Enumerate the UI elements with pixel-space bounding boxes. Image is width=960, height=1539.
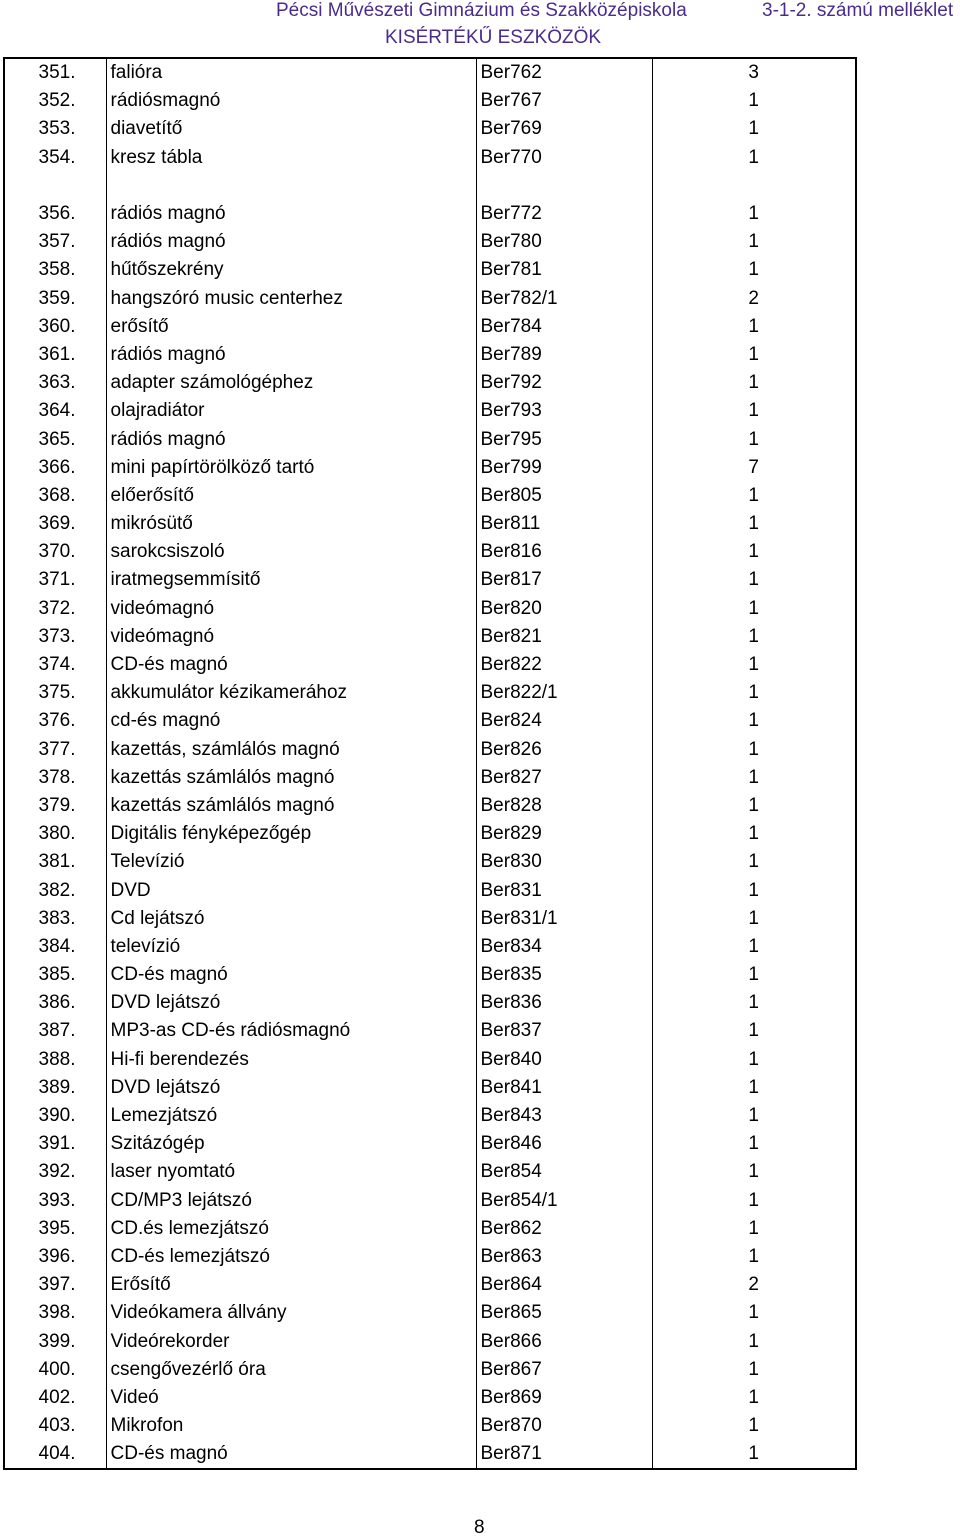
table-row xyxy=(5,59,855,87)
table-row xyxy=(5,1017,855,1045)
item-number-cell xyxy=(5,172,106,200)
item-name-cell: DVD lejátszó xyxy=(106,1074,476,1102)
item-quantity-cell: 1 xyxy=(748,1217,759,1239)
item-name-cell: rádiós magnó xyxy=(106,228,476,256)
item-name-cell: rádiós magnó xyxy=(106,341,476,369)
item-number-cell: 352. xyxy=(5,87,106,115)
item-name-cell: Lemezjátszó xyxy=(106,1102,476,1130)
item-name-cell: Mikrofon xyxy=(106,1412,476,1440)
table-row xyxy=(5,905,855,933)
item-code-cell: Ber864 xyxy=(476,1271,652,1299)
item-code-cell xyxy=(476,172,652,200)
item-name-cell: falióra xyxy=(106,59,476,87)
item-quantity-cell: 2 xyxy=(748,1274,759,1296)
table-row xyxy=(5,1327,855,1355)
item-quantity-cell: 1 xyxy=(748,1133,759,1155)
item-quantity-cell: 1 xyxy=(748,1330,759,1352)
item-name-cell: CD-és magnó xyxy=(106,651,476,679)
item-name-cell: Cd lejátszó xyxy=(106,905,476,933)
item-code-cell: Ber867 xyxy=(476,1356,652,1384)
item-name-cell: adapter számológéphez xyxy=(106,369,476,397)
item-quantity-cell: 1 xyxy=(748,625,759,647)
item-name-cell: iratmegsemmísitő xyxy=(106,566,476,594)
item-quantity-cell: 1 xyxy=(748,597,759,619)
item-quantity-cell: 1 xyxy=(748,1415,759,1437)
table-row xyxy=(5,1074,855,1102)
table-row xyxy=(5,1243,855,1271)
table-row xyxy=(5,538,855,566)
inventory-table-body xyxy=(5,59,855,1468)
item-number-cell: 360. xyxy=(5,313,106,341)
item-number-cell: 392. xyxy=(5,1158,106,1186)
item-quantity-cell: 1 xyxy=(748,964,759,986)
item-quantity-cell: 1 xyxy=(748,794,759,816)
item-name-cell: előerősítő xyxy=(106,482,476,510)
table-row xyxy=(5,736,855,764)
item-quantity-cell: 1 xyxy=(748,259,759,281)
item-name-cell: Erősítő xyxy=(106,1271,476,1299)
item-name-cell: televízió xyxy=(106,933,476,961)
item-quantity-cell: 1 xyxy=(748,1443,759,1465)
table-row xyxy=(5,285,855,313)
item-number-cell: 399. xyxy=(5,1327,106,1355)
item-code-cell: Ber767 xyxy=(476,87,652,115)
table-row xyxy=(5,848,855,876)
item-number-cell: 391. xyxy=(5,1130,106,1158)
table-row xyxy=(5,764,855,792)
item-number-cell: 375. xyxy=(5,679,106,707)
item-name-cell: kazettás, számlálós magnó xyxy=(106,736,476,764)
item-number-cell: 366. xyxy=(5,454,106,482)
table-row xyxy=(5,1412,855,1440)
item-code-cell: Ber836 xyxy=(476,989,652,1017)
item-number-cell: 379. xyxy=(5,792,106,820)
item-number-cell: 390. xyxy=(5,1102,106,1130)
table-row xyxy=(5,792,855,820)
item-code-cell: Ber837 xyxy=(476,1017,652,1045)
item-code-cell: Ber869 xyxy=(476,1384,652,1412)
item-number-cell: 368. xyxy=(5,482,106,510)
item-number-cell: 380. xyxy=(5,820,106,848)
item-name-cell: mini papírtörölköző tartó xyxy=(106,454,476,482)
item-number-cell: 369. xyxy=(5,510,106,538)
item-quantity-cell: 1 xyxy=(748,1358,759,1380)
item-code-cell: Ber824 xyxy=(476,707,652,735)
table-row xyxy=(5,1215,855,1243)
item-number-cell: 404. xyxy=(5,1440,106,1468)
item-code-cell: Ber863 xyxy=(476,1243,652,1271)
item-code-cell: Ber826 xyxy=(476,736,652,764)
item-code-cell: Ber805 xyxy=(476,482,652,510)
table-row xyxy=(5,200,855,228)
item-name-cell: Digitális fényképezőgép xyxy=(106,820,476,848)
item-number-cell: 373. xyxy=(5,623,106,651)
item-quantity-cell: 1 xyxy=(748,484,759,506)
item-name-cell: CD.és lemezjátszó xyxy=(106,1215,476,1243)
item-quantity-cell: 1 xyxy=(748,879,759,901)
item-name-cell: CD-és lemezjátszó xyxy=(106,1243,476,1271)
table-row xyxy=(5,1356,855,1384)
item-code-cell: Ber821 xyxy=(476,623,652,651)
table-row xyxy=(5,510,855,538)
item-code-cell: Ber772 xyxy=(476,200,652,228)
item-code-cell: Ber831/1 xyxy=(476,905,652,933)
item-quantity-cell: 1 xyxy=(748,682,759,704)
item-code-cell: Ber831 xyxy=(476,876,652,904)
table-row xyxy=(5,566,855,594)
item-code-cell: Ber784 xyxy=(476,313,652,341)
item-quantity-cell: 3 xyxy=(748,62,759,84)
item-code-cell: Ber780 xyxy=(476,228,652,256)
item-quantity-cell: 1 xyxy=(748,1189,759,1211)
item-code-cell: Ber822 xyxy=(476,651,652,679)
item-quantity-cell: 1 xyxy=(748,541,759,563)
table-row xyxy=(5,933,855,961)
annex-label: 3-1-2. számú melléklet xyxy=(762,0,954,21)
item-name-cell: Videó xyxy=(106,1384,476,1412)
item-quantity-cell: 1 xyxy=(748,992,759,1014)
item-code-cell: Ber862 xyxy=(476,1215,652,1243)
item-code-cell: Ber769 xyxy=(476,115,652,143)
item-quantity-cell: 1 xyxy=(748,428,759,450)
item-name-cell: videómagnó xyxy=(106,623,476,651)
item-name-cell: hangszóró music centerhez xyxy=(106,285,476,313)
table-row xyxy=(5,820,855,848)
item-name-cell: Videórekorder xyxy=(106,1327,476,1355)
item-name-cell: DVD xyxy=(106,876,476,904)
table-row xyxy=(5,144,855,172)
item-name-cell: csengővezérlő óra xyxy=(106,1356,476,1384)
item-number-cell: 356. xyxy=(5,200,106,228)
item-quantity-cell: 1 xyxy=(748,315,759,337)
item-name-cell: kazettás számlálós magnó xyxy=(106,764,476,792)
item-name-cell: cd-és magnó xyxy=(106,707,476,735)
document-subtitle: KISÉRTÉKŰ ESZKÖZÖK xyxy=(385,27,602,48)
item-name-cell: laser nyomtató xyxy=(106,1158,476,1186)
item-code-cell: Ber781 xyxy=(476,256,652,284)
item-number-cell: 365. xyxy=(5,425,106,453)
item-code-cell: Ber843 xyxy=(476,1102,652,1130)
item-name-cell: rádiósmagnó xyxy=(106,87,476,115)
item-quantity-cell: 1 xyxy=(748,935,759,957)
item-quantity-cell: 1 xyxy=(748,146,759,168)
item-name-cell: diavetítő xyxy=(106,115,476,143)
item-number-cell: 393. xyxy=(5,1187,106,1215)
item-name-cell: hűtőszekrény xyxy=(106,256,476,284)
item-number-cell: 400. xyxy=(5,1356,106,1384)
table-row xyxy=(5,1130,855,1158)
item-code-cell: Ber870 xyxy=(476,1412,652,1440)
item-name-cell: Videókamera állvány xyxy=(106,1299,476,1327)
item-quantity-cell: 1 xyxy=(748,343,759,365)
item-number-cell: 377. xyxy=(5,736,106,764)
table-row xyxy=(5,1102,855,1130)
item-quantity-cell: 1 xyxy=(748,654,759,676)
school-name: Pécsi Művészeti Gimnázium és Szakközépiskola xyxy=(276,0,687,21)
item-name-cell: videómagnó xyxy=(106,595,476,623)
item-name-cell: DVD lejátszó xyxy=(106,989,476,1017)
table-row xyxy=(5,623,855,651)
item-number-cell: 370. xyxy=(5,538,106,566)
item-quantity-cell: 1 xyxy=(748,1076,759,1098)
table-row xyxy=(5,425,855,453)
item-quantity-cell: 1 xyxy=(748,1386,759,1408)
item-name-cell: MP3-as CD-és rádiósmagnó xyxy=(106,1017,476,1045)
table-row xyxy=(5,256,855,284)
item-number-cell: 378. xyxy=(5,764,106,792)
item-quantity-cell: 1 xyxy=(748,231,759,253)
table-row xyxy=(5,961,855,989)
item-code-cell: Ber770 xyxy=(476,144,652,172)
item-number-cell: 353. xyxy=(5,115,106,143)
item-name-cell: mikrósütő xyxy=(106,510,476,538)
item-quantity-cell: 1 xyxy=(748,851,759,873)
table-row xyxy=(5,876,855,904)
table-row xyxy=(5,595,855,623)
item-code-cell: Ber782/1 xyxy=(476,285,652,313)
item-code-cell: Ber834 xyxy=(476,933,652,961)
item-name-cell: olajradiátor xyxy=(106,397,476,425)
table-row xyxy=(5,1046,855,1074)
item-number-cell: 382. xyxy=(5,876,106,904)
item-name-cell: akkumulátor kézikamerához xyxy=(106,679,476,707)
item-number-cell: 395. xyxy=(5,1215,106,1243)
item-name-cell: CD-és magnó xyxy=(106,961,476,989)
item-quantity-cell: 1 xyxy=(748,1302,759,1324)
table-row xyxy=(5,651,855,679)
item-number-cell: 371. xyxy=(5,566,106,594)
item-number-cell: 385. xyxy=(5,961,106,989)
table-row xyxy=(5,228,855,256)
item-quantity-cell: 1 xyxy=(748,1161,759,1183)
item-code-cell: Ber854/1 xyxy=(476,1187,652,1215)
item-code-cell: Ber840 xyxy=(476,1046,652,1074)
table-row xyxy=(5,369,855,397)
item-code-cell: Ber830 xyxy=(476,848,652,876)
item-number-cell: 387. xyxy=(5,1017,106,1045)
item-number-cell: 397. xyxy=(5,1271,106,1299)
item-name-cell: kazettás számlálós magnó xyxy=(106,792,476,820)
item-number-cell: 358. xyxy=(5,256,106,284)
table-row xyxy=(5,115,855,143)
item-quantity-cell: 1 xyxy=(748,118,759,140)
item-name-cell: Hi-fi berendezés xyxy=(106,1046,476,1074)
item-code-cell: Ber816 xyxy=(476,538,652,566)
item-number-cell: 383. xyxy=(5,905,106,933)
item-number-cell: 354. xyxy=(5,144,106,172)
item-quantity-cell: 1 xyxy=(748,907,759,929)
item-quantity-cell: 1 xyxy=(748,1245,759,1267)
item-name-cell: erősítő xyxy=(106,313,476,341)
item-number-cell: 376. xyxy=(5,707,106,735)
item-quantity-cell: 1 xyxy=(748,90,759,112)
item-quantity-cell: 1 xyxy=(748,1020,759,1042)
item-quantity-cell: 1 xyxy=(748,1105,759,1127)
item-quantity-cell: 7 xyxy=(748,456,759,478)
item-number-cell: 351. xyxy=(5,59,106,87)
item-code-cell: Ber820 xyxy=(476,595,652,623)
item-code-cell: Ber841 xyxy=(476,1074,652,1102)
item-code-cell: Ber795 xyxy=(476,425,652,453)
table-row xyxy=(5,397,855,425)
item-code-cell: Ber811 xyxy=(476,510,652,538)
item-quantity-cell: 1 xyxy=(748,203,759,225)
item-quantity-cell xyxy=(652,172,855,200)
item-number-cell: 386. xyxy=(5,989,106,1017)
item-name-cell: Szitázógép xyxy=(106,1130,476,1158)
table-row xyxy=(5,1271,855,1299)
item-number-cell: 403. xyxy=(5,1412,106,1440)
item-name-cell: rádiós magnó xyxy=(106,425,476,453)
item-code-cell: Ber866 xyxy=(476,1327,652,1355)
item-quantity-cell: 1 xyxy=(748,738,759,760)
item-code-cell: Ber846 xyxy=(476,1130,652,1158)
item-code-cell: Ber827 xyxy=(476,764,652,792)
item-quantity-cell: 1 xyxy=(748,513,759,535)
item-quantity-cell: 2 xyxy=(748,287,759,309)
item-number-cell: 402. xyxy=(5,1384,106,1412)
item-number-cell: 357. xyxy=(5,228,106,256)
item-number-cell: 389. xyxy=(5,1074,106,1102)
table-row xyxy=(5,1158,855,1186)
table-row xyxy=(5,1187,855,1215)
item-name-cell: rádiós magnó xyxy=(106,200,476,228)
item-code-cell: Ber828 xyxy=(476,792,652,820)
item-number-cell: 384. xyxy=(5,933,106,961)
item-code-cell: Ber799 xyxy=(476,454,652,482)
table-row xyxy=(5,172,855,200)
table-row xyxy=(5,679,855,707)
table-row xyxy=(5,454,855,482)
item-quantity-cell: 1 xyxy=(748,823,759,845)
item-name-cell: sarokcsiszoló xyxy=(106,538,476,566)
table-row xyxy=(5,989,855,1017)
item-quantity-cell: 1 xyxy=(748,372,759,394)
item-quantity-cell: 1 xyxy=(748,569,759,591)
item-code-cell: Ber871 xyxy=(476,1440,652,1468)
item-number-cell: 363. xyxy=(5,369,106,397)
item-name-cell: Televízió xyxy=(106,848,476,876)
item-name-cell xyxy=(106,172,476,200)
item-code-cell: Ber822/1 xyxy=(476,679,652,707)
item-quantity-cell: 1 xyxy=(748,400,759,422)
table-row xyxy=(5,482,855,510)
item-name-cell: CD/MP3 lejátszó xyxy=(106,1187,476,1215)
table-row xyxy=(5,1440,855,1468)
table-row xyxy=(5,1384,855,1412)
item-number-cell: 398. xyxy=(5,1299,106,1327)
item-number-cell: 372. xyxy=(5,595,106,623)
item-quantity-cell: 1 xyxy=(748,1048,759,1070)
item-code-cell: Ber854 xyxy=(476,1158,652,1186)
table-row xyxy=(5,341,855,369)
item-name-cell: CD-és magnó xyxy=(106,1440,476,1468)
item-quantity-cell: 1 xyxy=(748,710,759,732)
item-code-cell: Ber793 xyxy=(476,397,652,425)
item-number-cell: 359. xyxy=(5,285,106,313)
table-row xyxy=(5,313,855,341)
item-number-cell: 361. xyxy=(5,341,106,369)
inventory-table-frame xyxy=(3,57,857,1470)
item-number-cell: 374. xyxy=(5,651,106,679)
item-quantity-cell: 1 xyxy=(748,766,759,788)
item-name-cell: kresz tábla xyxy=(106,144,476,172)
table-row xyxy=(5,87,855,115)
item-number-cell: 381. xyxy=(5,848,106,876)
item-code-cell: Ber817 xyxy=(476,566,652,594)
item-code-cell: Ber835 xyxy=(476,961,652,989)
item-code-cell: Ber792 xyxy=(476,369,652,397)
item-number-cell: 364. xyxy=(5,397,106,425)
item-number-cell: 396. xyxy=(5,1243,106,1271)
table-row xyxy=(5,1299,855,1327)
page-number: 8 xyxy=(474,1517,485,1538)
inventory-table xyxy=(5,59,855,1468)
item-code-cell: Ber829 xyxy=(476,820,652,848)
item-number-cell: 388. xyxy=(5,1046,106,1074)
item-code-cell: Ber865 xyxy=(476,1299,652,1327)
item-code-cell: Ber789 xyxy=(476,341,652,369)
item-code-cell: Ber762 xyxy=(476,59,652,87)
table-row xyxy=(5,707,855,735)
